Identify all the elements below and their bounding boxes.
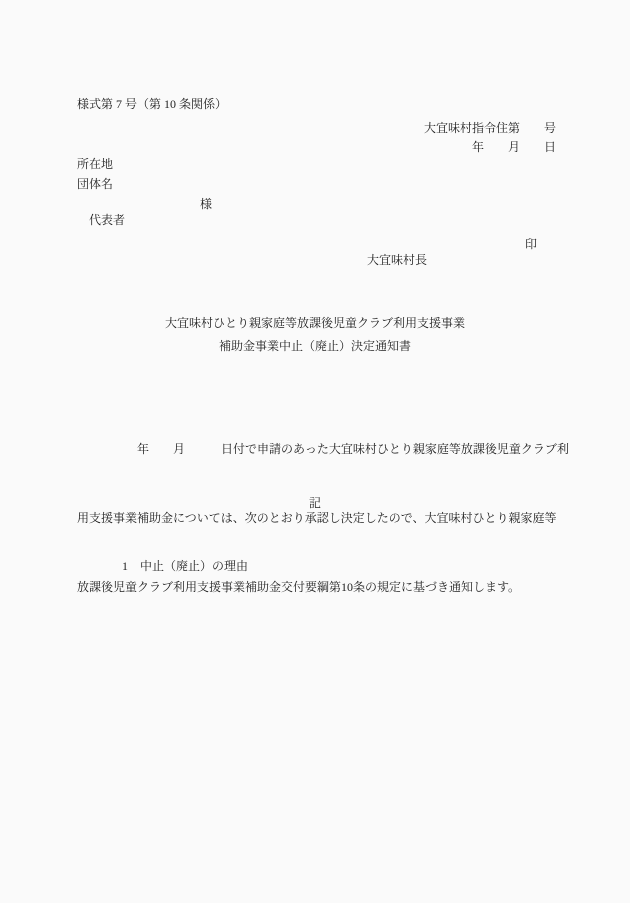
document-title-line2: 補助金事業中止（廃止）決定通知書 [218,339,411,353]
itemization-marker: 記 [308,496,321,510]
organization-label: 団体名 [77,177,114,191]
body-paragraph [77,392,569,645]
representative-label: 代表者 [89,213,126,227]
mayor-label: 大宜味村長 [367,253,428,267]
document-title-line1: 大宜味村ひとり親家庭等放課後児童クラブ利用支援事業 [164,316,465,330]
directive-number-line: 大宜味村指令住第 号 [423,121,556,135]
list-item-1: 1 中止（廃止）の理由 [122,559,249,573]
date-line: 年 月 日 [471,140,556,154]
form-number: 様式第 7 号（第 10 条関係） [77,97,228,111]
mayor-signature-line [355,236,630,300]
body-line-3: 放課後児童クラブ利用支援事業補助金交付要綱第10条の規定に基づき通知します。 [77,580,521,594]
seal-placeholder: 印 [525,237,538,251]
body-line-1: 年 月 日付で申請のあった大宜味村ひとり親家庭等放課後児童クラブ利 [77,442,569,456]
address-label: 所在地 [77,157,114,171]
honorific-label: 様 [200,197,213,211]
body-line-2: 用支援事業補助金については、次のとおり承認し決定したので、大宜味村ひとり親家庭等 [77,511,557,525]
